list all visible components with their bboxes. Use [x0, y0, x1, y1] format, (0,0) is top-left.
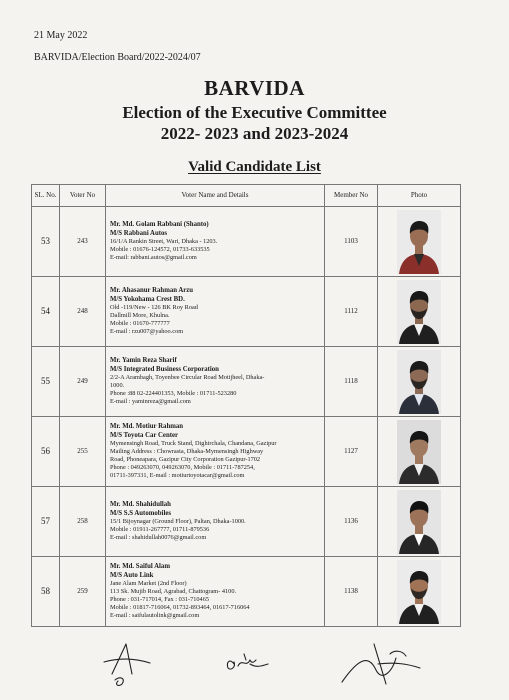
candidate-firm: M/S Yokohama Crest BD.: [110, 295, 185, 303]
candidate-table: [31, 184, 461, 627]
table-row: [32, 557, 461, 627]
detail-line: 16/1/A Rankin Street, Wari, Dhaka - 1203.: [110, 238, 218, 246]
candidate-details: [106, 487, 325, 557]
voter-number: 255: [60, 417, 106, 487]
detail-line: Mobile : 01676-124572, 01733-633535: [110, 246, 210, 254]
voter-number: 258: [60, 487, 106, 557]
voter-number: 243: [60, 207, 106, 277]
photo-cell: [378, 557, 461, 627]
date-line: 21 May 2022: [34, 30, 88, 41]
detail-line: Jane Alam Market (2nd Floor): [110, 580, 187, 588]
candidate-photo: [397, 210, 441, 274]
header-name: Voter Name and Details: [106, 185, 325, 207]
photo-cell: [378, 487, 461, 557]
candidate-details: [106, 207, 325, 277]
photo-cell: [378, 207, 461, 277]
detail-line: 2/2-A Arambagh, Toyenbee Circular Road Motijheel, Dhaka-: [110, 374, 265, 382]
list-title-text: Valid Candidate List: [188, 159, 321, 175]
serial-number: 54: [32, 277, 60, 347]
signatures: [0, 640, 509, 690]
detail-line: E-mail: rabbani.autos@gmail.com: [110, 253, 197, 261]
table-row: [32, 277, 461, 347]
table-header-row: [32, 185, 461, 207]
candidate-photo: [397, 350, 441, 414]
detail-line: E-mail : yaminreza@gmail.com: [110, 397, 191, 405]
table-row: [32, 487, 461, 557]
candidate-details: [106, 347, 325, 417]
detail-line: Phone : 049263070, 049263070, Mobile : 01711-787254,: [110, 463, 255, 471]
serial-number: 53: [32, 207, 60, 277]
voter-number: 249: [60, 347, 106, 417]
detail-line: Mobile : 01670-777777: [110, 319, 170, 327]
member-number: 1112: [325, 277, 378, 347]
table-row: [32, 207, 461, 277]
detail-line: Mobile : 01817-716064, 01732-893464, 01617-716064: [110, 603, 250, 611]
detail-line: Old -119/New - 126 BK Roy Road: [110, 304, 198, 312]
table-row: [32, 417, 461, 487]
detail-line: Phone :88 02-224401353, Mobile : 01711-523280: [110, 389, 237, 397]
serial-number: 55: [32, 347, 60, 417]
detail-line: Mailing Address : Chowrasta, Dhaka-Mymensingh Highway: [110, 448, 264, 456]
detail-line: 15/1 Bijoynagar (Ground Floor), Paltan, Dhaka-1000.: [110, 518, 246, 526]
candidate-photo: [397, 490, 441, 554]
candidate-photo: [397, 280, 441, 344]
candidate-firm: M/S Integrated Business Corporation: [110, 365, 219, 373]
candidate-firm: M/S S.S Automobiles: [110, 509, 171, 517]
title-line-1: Election of the Executive Committee: [122, 103, 387, 122]
candidate-name: Mr. Yamin Reza Sharif: [110, 357, 177, 365]
photo-cell: [378, 417, 461, 487]
candidate-firm: M/S Toyota Car Center: [110, 431, 179, 439]
serial-number: 58: [32, 557, 60, 627]
member-number: 1138: [325, 557, 378, 627]
candidate-name: Mr. Ahasanur Rahman Arzu: [110, 287, 194, 295]
candidate-firm: M/S Auto Link: [110, 571, 154, 579]
candidate-name: Mr. Md. Motiur Rahman: [110, 423, 184, 431]
voter-number: 248: [60, 277, 106, 347]
list-title: [0, 159, 509, 176]
header-sl: SL. No.: [32, 185, 60, 207]
detail-line: Mymensingh Road, Truck Stand, Dighirchala, Chandana, Gazipur: [110, 440, 277, 448]
serial-number: 57: [32, 487, 60, 557]
photo-cell: [378, 347, 461, 417]
member-number: 1127: [325, 417, 378, 487]
photo-cell: [378, 277, 461, 347]
member-number: 1103: [325, 207, 378, 277]
header-member: Member No: [325, 185, 378, 207]
member-number: 1118: [325, 347, 378, 417]
signature-1: [104, 644, 150, 685]
detail-line: Road, Phoneapara, Gazipur City Corporation Gazipur-1702: [110, 456, 261, 464]
detail-line: E-mail : rzu007@yahoo.com: [110, 327, 184, 335]
organization-name: BARVIDA: [204, 76, 305, 100]
candidate-name: Mr. Md. Golam Rabbani (Shanto): [110, 221, 209, 229]
header-voter: Voter No: [60, 185, 106, 207]
detail-line: Mobile : 01911-267777, 01711-879536: [110, 526, 210, 534]
detail-line: Phone : 031-717014, Fax : 031-710465: [110, 596, 209, 604]
candidate-name: Mr. Md. Saiful Alam: [110, 563, 170, 571]
candidate-photo: [397, 560, 441, 624]
detail-line: 1000.: [110, 382, 125, 390]
member-number: 1136: [325, 487, 378, 557]
detail-line: 01711-397331, E-mail : motiurtoyotacar@gmail.com: [110, 471, 245, 479]
candidate-details: [106, 277, 325, 347]
candidate-details: [106, 417, 325, 487]
header-photo: Photo: [378, 185, 461, 207]
reference-line: BARVIDA/Election Board/2022-2024/07: [34, 52, 201, 63]
detail-line: E-mail : shahidullah0076@gmail.com: [110, 533, 207, 541]
voter-number: 259: [60, 557, 106, 627]
candidate-details: [106, 557, 325, 627]
signature-3: [342, 644, 420, 684]
detail-line: Dallmill More, Khulna.: [110, 312, 170, 320]
candidate-name: Mr. Md. Shahidullah: [110, 501, 171, 509]
candidate-firm: M/S Rabbani Autos: [110, 229, 168, 237]
detail-line: 113 Sk. Mujib Road, Agrabad, Chattogram- 4100.: [110, 588, 237, 596]
signature-2: [227, 654, 268, 669]
serial-number: 56: [32, 417, 60, 487]
candidate-photo: [397, 420, 441, 484]
table-row: [32, 347, 461, 417]
title-line-2: 2022- 2023 and 2023-2024: [160, 124, 349, 143]
detail-line: E-mail : saifulautolink@gmail.com: [110, 611, 200, 619]
